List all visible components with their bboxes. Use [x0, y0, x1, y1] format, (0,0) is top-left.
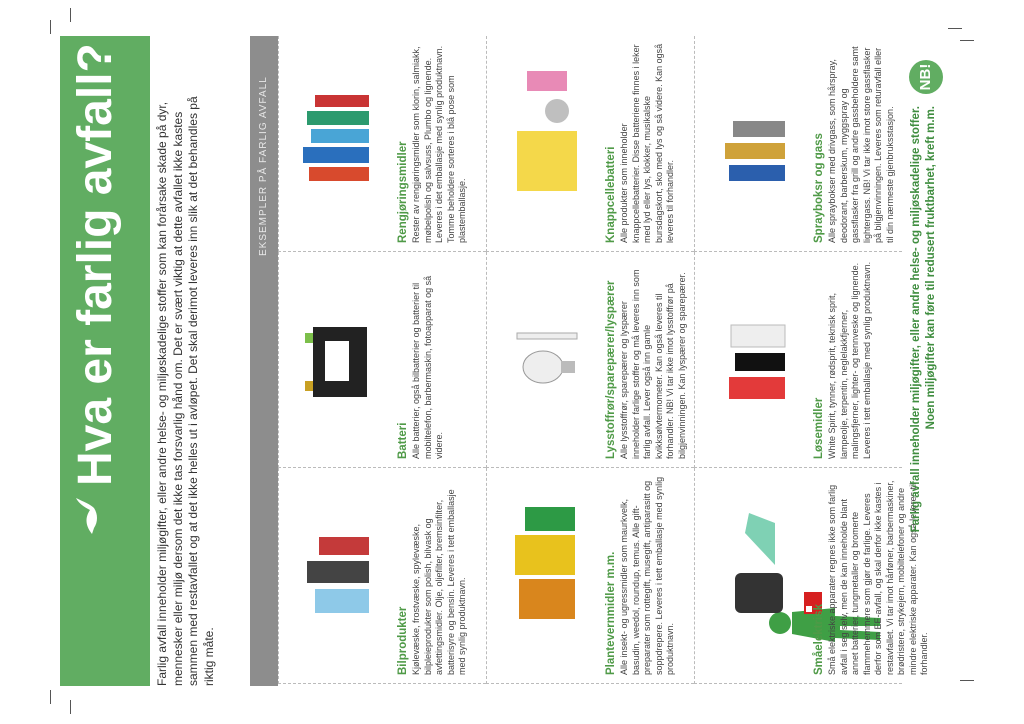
card-title: Knappcellebatteri: [605, 146, 617, 243]
card-title: Løsemidler: [813, 397, 825, 459]
card-text: Kjølevæske, frostvæske, spylevæske, bilpleieprodukter som polish, bilvask og avfettingsmidler. Olje, oljefilter, bremsinfilter, batterisyre og bensin. Leveres i tett emballasje med synlig produktnavn.: [411, 489, 467, 675]
small-appliances-icon: [705, 467, 805, 683]
flyer-content: [60, 36, 965, 686]
nb-text: [909, 106, 939, 686]
category-card: [486, 36, 694, 252]
card-title: Bilprodukter: [397, 606, 409, 675]
category-card: [486, 252, 694, 468]
card-title: Rengjøringsmidler: [397, 141, 409, 243]
card-text: Alle lysstoffrør, sparepærer og lyspærer inneholder farlige stoffer og må leveres inn som farlig avfall. Lever også inn gamle kvikksølvtermometer. Kan også leveres til forhandler. NB! Vi tar ikke imot lysstoffrør på bilgjenvinningen. Kan lyspærer og sparepærer.: [619, 269, 687, 459]
intro-text: Farlig avfall inneholder miljøgifter, eller andre helse- og miljøskadelige stoffer som kan forårsake skade på dyr, mennesker eller miljø dersom det ikke tas forsvarlig hånd om. Det er svært viktig at dette avfallet ikke kastes sammen med restavfallet og at det ikke helles ut i avløpet. Det skal derimot leveres inn slik at det behandles på riktig måte.: [155, 96, 216, 686]
category-card: [278, 36, 486, 252]
card-text: Små elektriske apparater regnes ikke som farlig avfall i seg selv, men de kan inneholde blant annet batterier, tungmetaller og bromerte flammehemmere som gjør de farlige. Leveres derfor som EE-avfall, og skal derfor ikke kastes i restavfallet. Vi tar imot hårføner, barbermaskiner, brødristere, strykejern, mobiltelefoner og andre mindre elektriske apparater. Kan også leveres til forhandler.: [827, 480, 929, 675]
card-text: Alle spraybokser med drivgass, som hårspray, deodorant, barberskum, myggspray og gassflasker fra grill og andre gassbeholdere samt lightergass. NB! Vi tar ikke imot store gassflasker på bilgjenvinningen. Leveres som returavfall eller til din nærmeste gjenbruksstasjon.: [827, 46, 895, 243]
card-title: Lysstoffrør/sparepærer/lyspærer: [605, 280, 617, 459]
card-text: Rester av rengjøringsmidler som klorin, salmiakk, møbelpolish og salvsuss, Plumbo og lignende. Leveres i det emballasje med synlig produktnavn. Tomme beholdere sorteres i blå pose som plastemballasje.: [411, 45, 467, 243]
swallow-icon: [74, 496, 106, 536]
card-title: Småelektrisk: [813, 604, 825, 675]
spray-cans-icon: [705, 35, 805, 251]
car-battery-icon: [289, 251, 389, 467]
category-card: [694, 252, 902, 468]
solvent-bottles-icon: [705, 251, 805, 467]
category-card: [694, 468, 929, 684]
page-title: Hva er farlig avfall?: [69, 43, 122, 486]
category-card: [486, 468, 694, 684]
category-card: [278, 468, 486, 684]
pesticide-packages-icon: [497, 467, 597, 683]
category-card: [694, 36, 902, 252]
nb-line: Farlig avfall inneholder miljøgifter, eller andre helse- og miljøskadelige stoffer.: [910, 106, 922, 533]
card-title: Sprayboksr og gass: [813, 133, 825, 243]
car-products-icon: [289, 467, 389, 683]
nb-line: Noen miljøgifter kan føre til redusert fruktbarhet, kreft m.m.: [925, 106, 937, 430]
card-text: Alle insekt- og ugressmidler som maurkvelk, basudin, weedol, roundup, temus. Alle gift-preparater som rottegift, musegift, antiparasitt og soppdrepere. Leveres i tett emballasje med synlig produktnavn.: [619, 476, 675, 675]
nb-footer: [905, 36, 965, 686]
category-card: [278, 252, 486, 468]
card-text: White Spirit, tynner, rødsprit, teknisk sprit, lampeolje, terpentin, neglelakkfjerner, malingsfjerner, lighter- og tennveske og lignende. Leveres i tett emballasje med synlig produktnavn.: [827, 261, 872, 459]
button-batteries-icon: [497, 35, 597, 251]
card-text: Alle batterier, også bilbatterier og batterier til mobiltelefon, barbermaskin, fotoapparat og så videre.: [411, 275, 444, 459]
examples-heading: EKSEMPLER PÅ FARLIG AVFALL: [250, 36, 278, 686]
title-banner: [60, 36, 150, 686]
cleaning-products-icon: [289, 35, 389, 251]
card-title: Plantevernmidler m.m.: [605, 551, 617, 675]
card-title: Batteri: [397, 422, 409, 459]
light-bulb-icon: [497, 251, 597, 467]
card-text: Alle produkter som inneholder knappcellebatterier. Disse batteriene finnes i leker med lyd eller lys, klokker, musikalske bursdagskort, sko med lys og så videre. Kan også leveres til forhandler.: [619, 43, 675, 243]
nb-badge: NB!: [909, 60, 943, 94]
